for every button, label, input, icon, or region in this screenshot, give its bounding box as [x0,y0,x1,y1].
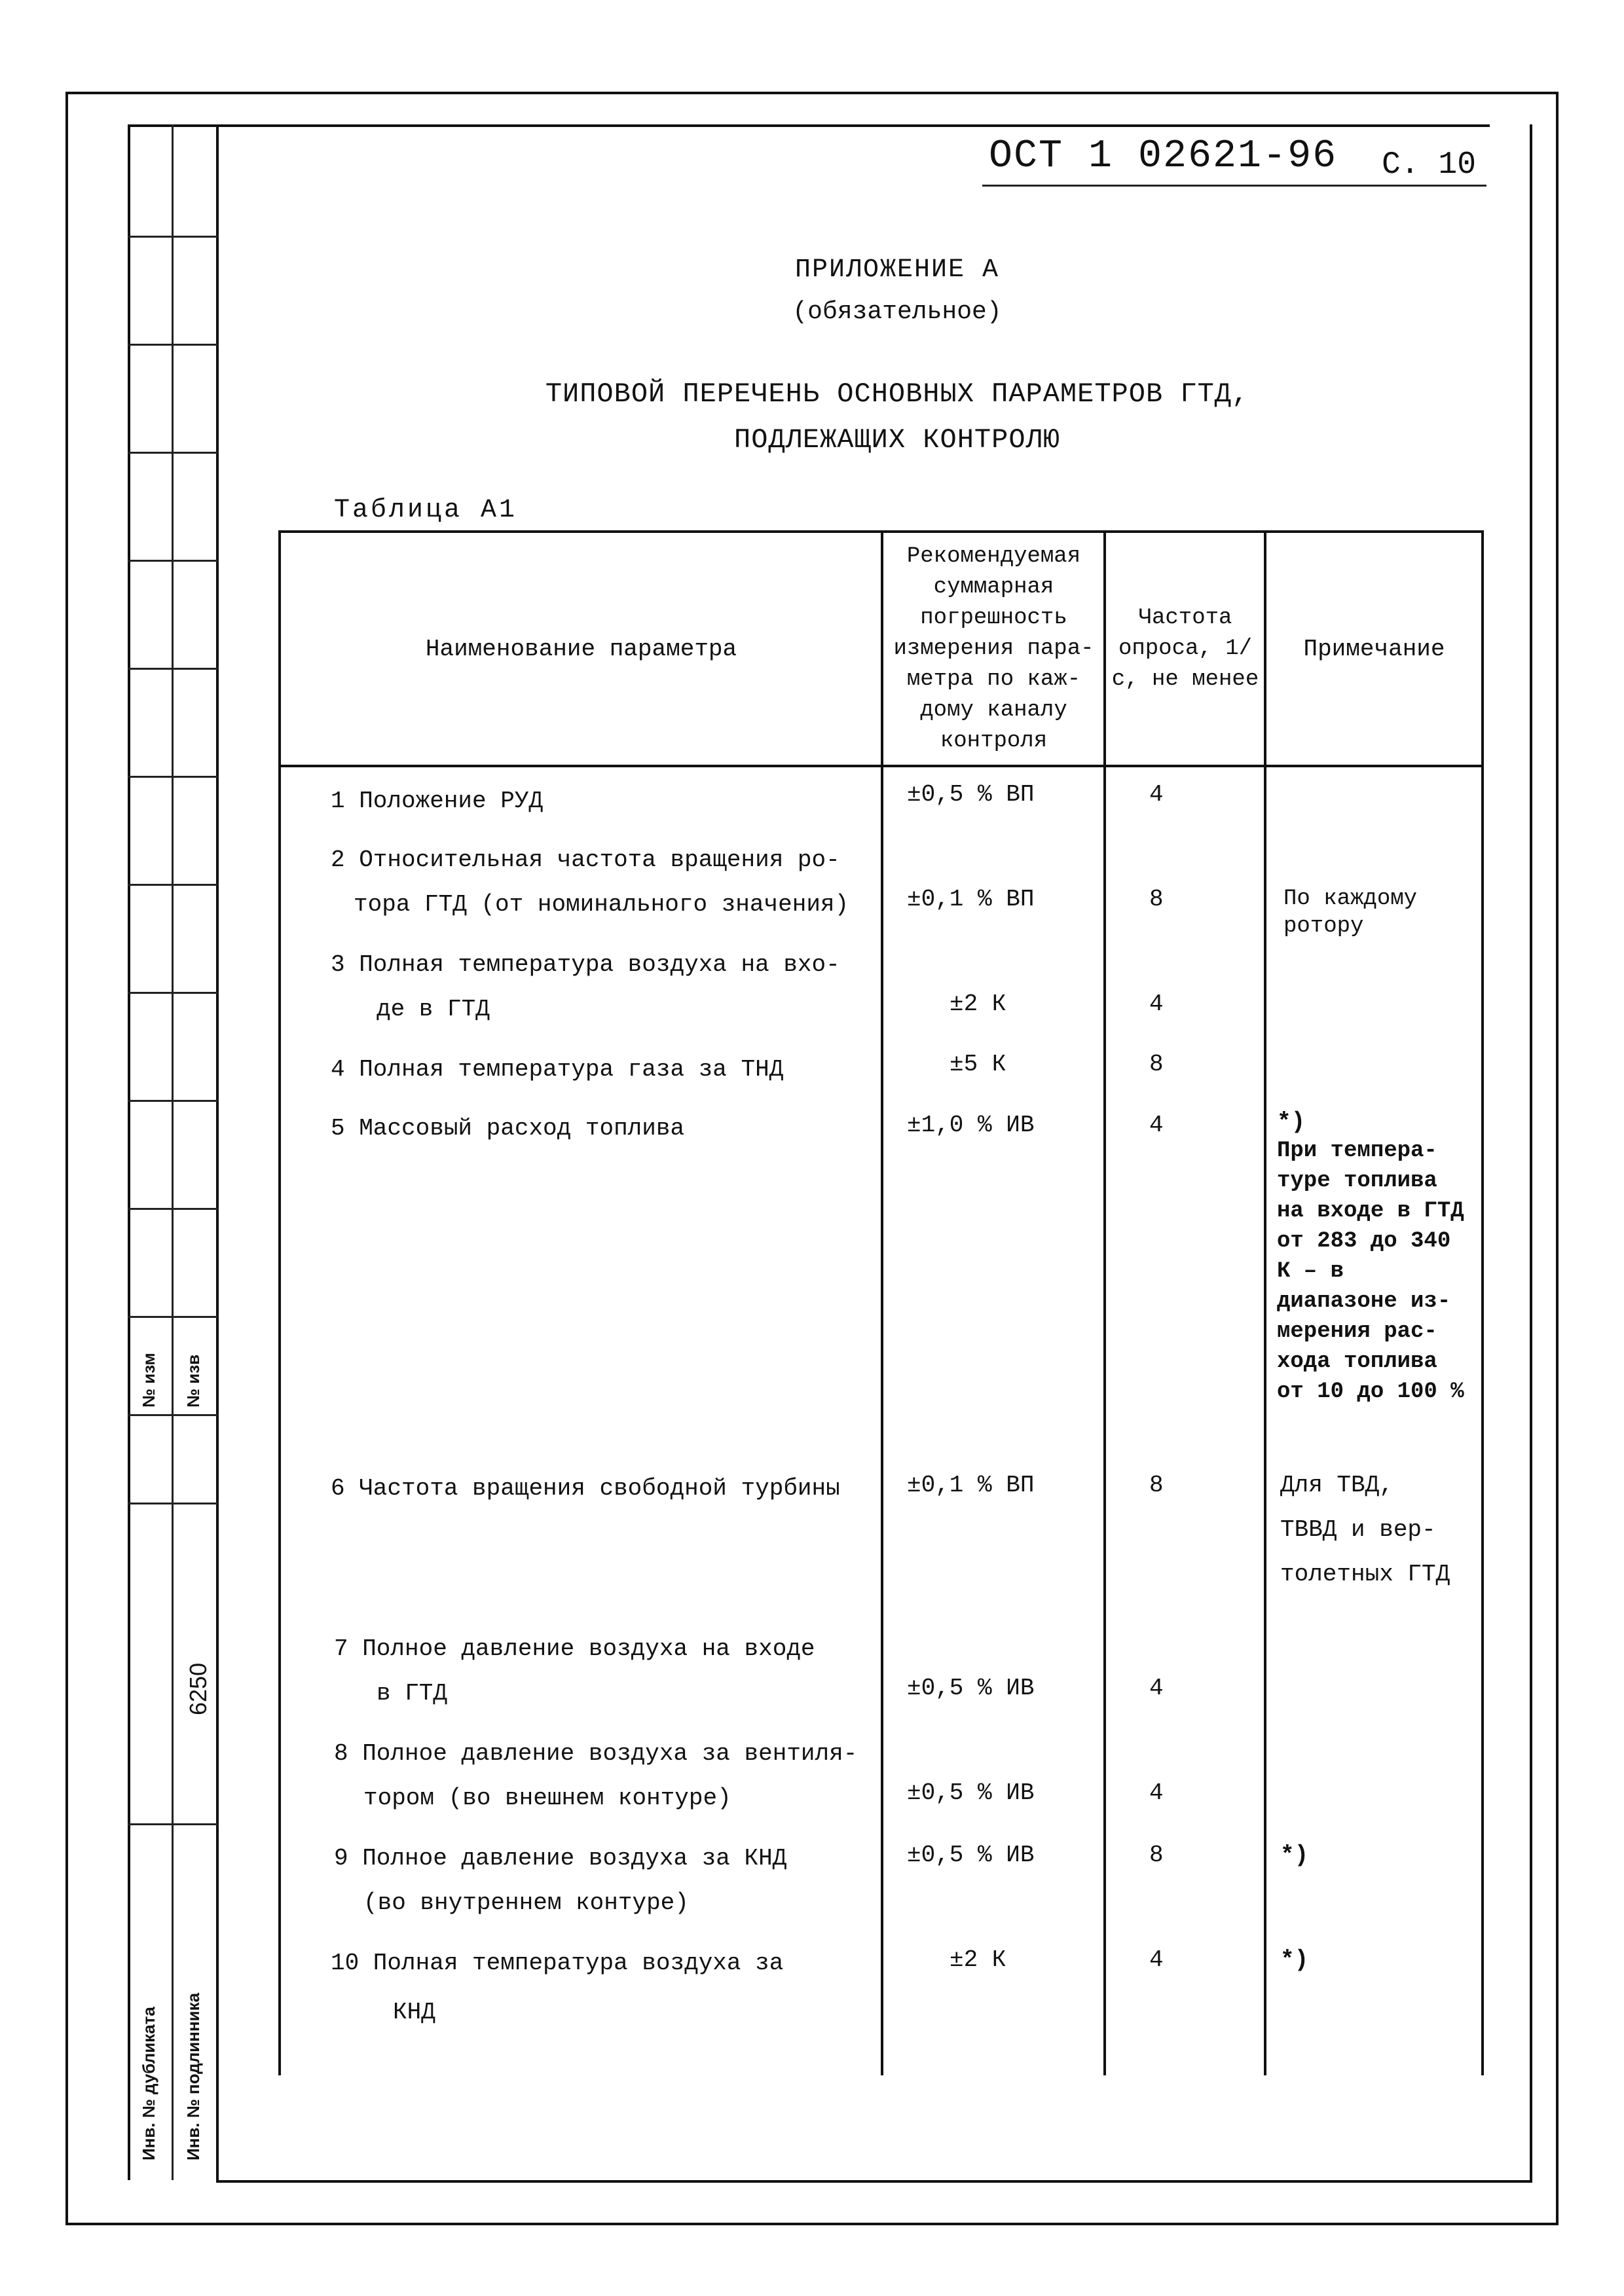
row-6-frequency: 8 [1149,1472,1164,1499]
margin-strip-tick [128,1823,218,1825]
margin-label-izv: № изв [183,1354,203,1408]
frame-top [65,92,1559,94]
row-9-name-line1: 9 Полное давление воздуха за КНД [334,1845,787,1872]
header-note: Примечание [1303,635,1445,663]
row-6-note-line3: толетных ГТД [1280,1561,1450,1588]
row-9-name-line2: (во внутреннем контуре) [363,1889,689,1916]
appendix-title: ПРИЛОЖЕНИЕ А [794,255,1000,285]
frame-right [1556,92,1559,2225]
row-5-accuracy: ±1,0 % ИВ [907,1112,1035,1139]
row-7-accuracy: ±0,5 % ИВ [907,1675,1035,1702]
row-4-frequency: 8 [1149,1051,1164,1078]
table-label: Таблица А1 [334,496,518,525]
row-3-accuracy: ±2 К [950,991,1006,1017]
row-4-name: 4 Полная температура газа за ТНД [331,1056,784,1083]
row-5-note-mark: *) [1277,1108,1306,1135]
row-1-frequency: 4 [1149,781,1164,808]
inner-frame-bottom [216,2180,1532,2183]
margin-label-izm: № изм [139,1353,158,1408]
row-6-accuracy: ±0,1 % ВП [907,1472,1035,1499]
row-8-name-line1: 8 Полное давление воздуха за вентиля- [334,1740,858,1767]
row-9-note: *) [1280,1842,1309,1868]
margin-strip-divider [172,124,174,2180]
margin-strip-tick [128,1414,218,1416]
table-col-line [1481,530,1484,2075]
row-9-frequency: 8 [1149,1842,1164,1868]
table-col-line [881,530,883,2075]
margin-label-inv-podl: Инв. № подлинника [183,1992,203,2160]
row-3-name-line1: 3 Полная температура воздуха на вхо- [331,951,840,978]
frame-bottom [65,2223,1559,2225]
table-col-line [278,530,281,2075]
row-8-name-line2: тором (во внешнем контуре) [363,1785,731,1812]
row-1-name: 1 Положение РУД [331,788,544,814]
inner-frame-line [216,124,219,2183]
row-6-note-line2: ТВВД и вер- [1280,1516,1436,1543]
margin-strip-tick [128,1503,218,1504]
row-10-name-line1: 10 Полная температура воздуха за [331,1950,784,1977]
row-5-frequency: 4 [1149,1112,1164,1139]
margin-label-inv-dubl: Инв. № дубликата [139,2007,158,2160]
main-title-line2: ПОДЛЕЖАЩИХ КОНТРОЛЮ [734,424,1060,456]
page-number: С. 10 [1382,147,1477,183]
margin-strip-tick [128,1316,218,1318]
row-10-note: *) [1280,1946,1309,1973]
row-4-accuracy: ±5 К [950,1051,1006,1078]
document-code-underline [982,185,1486,187]
row-10-accuracy: ±2 К [950,1946,1006,1973]
row-9-accuracy: ±0,5 % ИВ [907,1842,1035,1868]
margin-strip-left [128,124,130,2180]
row-5-note: При темпера-туре топлива на входе в ГТД от 283 до 340 К – в диапазоне из-мерения рас-хода топлива от 10 до 100 % [1277,1139,1464,1404]
margin-stamp-number: 6250 [185,1662,212,1715]
header-parameter-name: Наименование параметра [425,635,737,663]
row-2-accuracy: ±0,1 % ВП [907,886,1035,913]
appendix-status: (обязательное) [792,298,1002,326]
margin-strip-tick [128,992,218,994]
margin-strip-tick [128,344,218,346]
header-accuracy: Рекомендуемая суммарная погрешность измерения пара-метра по каж-дому каналу контроля [893,543,1094,754]
margin-strip-tick [128,452,218,454]
row-3-name-line2: де в ГТД [377,996,490,1023]
margin-strip-tick [128,236,218,238]
row-8-frequency: 4 [1149,1779,1164,1806]
margin-strip-tick [128,1100,218,1102]
row-10-name-line2: КНД [393,1999,435,2026]
row-2-note: По каждому ротору [1283,886,1418,939]
row-8-accuracy: ±0,5 % ИВ [907,1779,1035,1806]
row-7-name-line1: 7 Полное давление воздуха на входе [334,1635,815,1662]
row-6-name: 6 Частота вращения свободной турбины [331,1475,840,1502]
margin-strip-tick [128,1208,218,1210]
row-2-name-line1: 2 Относительная частота вращения ро- [331,847,840,873]
table-col-line [1103,530,1106,2075]
row-7-frequency: 4 [1149,1675,1164,1702]
row-5-name: 5 Массовый расход топлива [331,1115,685,1142]
main-title-line1: ТИПОВОЙ ПЕРЕЧЕНЬ ОСНОВНЫХ ПАРАМЕТРОВ ГТД, [545,378,1249,410]
row-7-name-line2: в ГТД [377,1680,448,1707]
frame-left [65,92,68,2225]
margin-strip-tick [128,776,218,778]
row-1-accuracy: ±0,5 % ВП [907,781,1035,808]
margin-strip-tick [128,884,218,886]
row-6-note-line1: Для ТВД, [1280,1472,1393,1499]
row-10-frequency: 4 [1149,1946,1164,1973]
margin-strip-tick [128,560,218,562]
inner-frame-top [128,124,1490,127]
row-2-name-line2: тора ГТД (от номинального значения) [354,891,849,918]
margin-strip-tick [128,668,218,670]
header-frequency: Частота опроса, 1/с, не менее [1111,605,1259,692]
table-col-line [1264,530,1266,2075]
row-2-frequency: 8 [1149,886,1164,913]
row-3-frequency: 4 [1149,991,1164,1017]
document-code: ОСТ 1 02621-96 [989,134,1338,179]
